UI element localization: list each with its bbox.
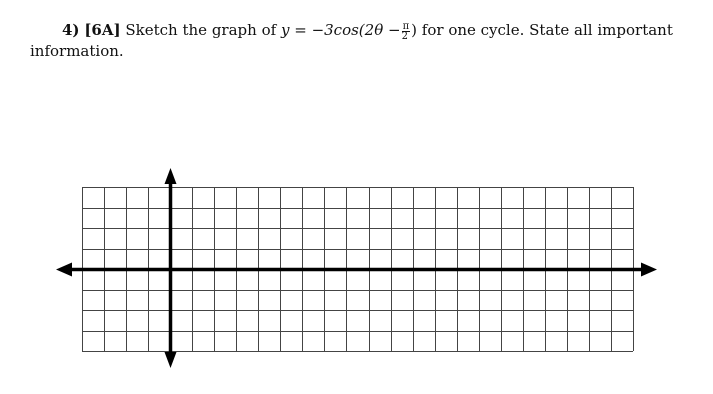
axes — [56, 168, 657, 368]
y-axis-down-arrow-icon — [165, 352, 177, 368]
question-number: 4) — [62, 21, 80, 39]
question-intro: Sketch the graph of — [125, 21, 277, 39]
equation-rhs: −3cos(2θ − — [311, 21, 401, 39]
y-axis-up-arrow-icon — [165, 168, 177, 184]
x-axis-left-arrow-icon — [56, 263, 72, 277]
question-line-2: information. — [30, 41, 124, 60]
equation-close-paren: ) — [411, 21, 418, 39]
question-instruction: for one cycle. State all important — [421, 21, 673, 39]
x-axis-right-arrow-icon — [641, 263, 657, 277]
equation-equals: = — [294, 21, 307, 39]
question-marks: [6A] — [84, 21, 121, 39]
equation-lhs: y — [280, 21, 290, 39]
fraction-denominator: 2 — [401, 30, 408, 42]
fraction-numerator: π — [402, 20, 410, 32]
